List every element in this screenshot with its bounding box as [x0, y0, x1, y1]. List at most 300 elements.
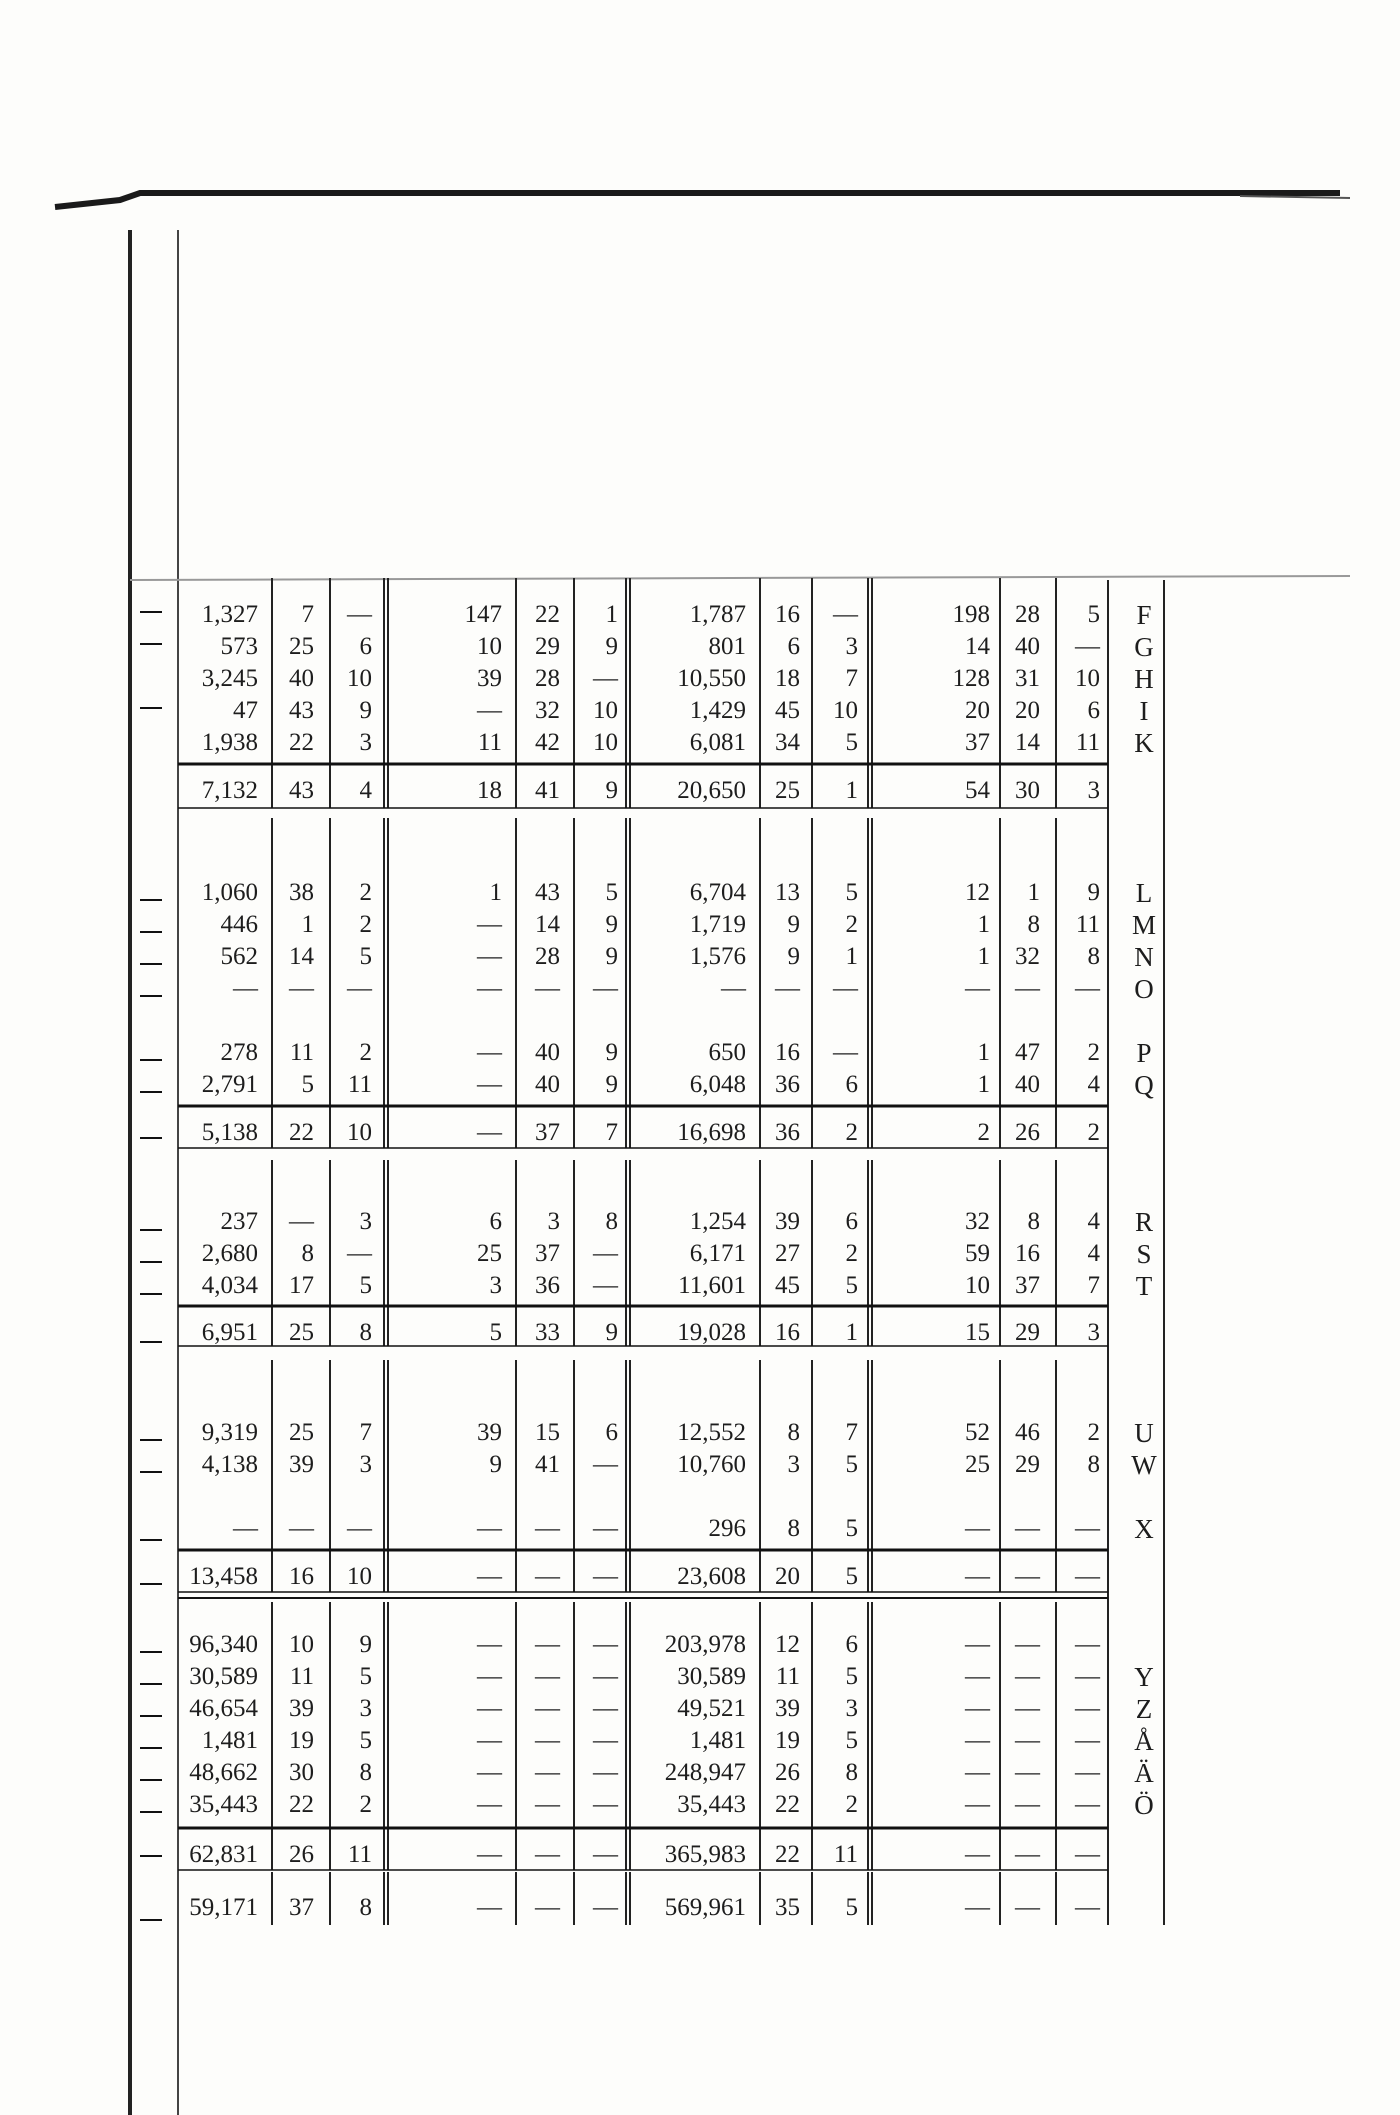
table-row-fk-cell: 7	[301, 601, 314, 628]
table-row-yo-cell: 12	[775, 1631, 800, 1658]
table-row-lq-cell: 43	[535, 879, 560, 906]
table-row-yo-cell: 11	[775, 1663, 800, 1690]
table-row-rt-cell: 25	[477, 1240, 502, 1267]
table-row-yo-cell: —	[535, 1759, 560, 1786]
table-row-ux-cell: —	[593, 1515, 618, 1542]
table-row-yo-cell: 9	[359, 1631, 372, 1658]
grand-total-row-cell: —	[477, 1894, 502, 1921]
row-letter-label: H	[1134, 664, 1154, 694]
table-row-yo-cell: —	[477, 1759, 502, 1786]
table-row-lq-cell: 11	[347, 1071, 372, 1098]
table-row-yo-cell: —	[593, 1759, 618, 1786]
grand-total-row-cell: —	[1075, 1894, 1100, 1921]
table-row-lq-cell: 446	[220, 911, 258, 938]
table-row-yo-cell: —	[1015, 1759, 1040, 1786]
row-letter-label: R	[1134, 1207, 1153, 1237]
table-row-yo-cell: 1,481	[689, 1727, 746, 1754]
subtotal-row-yo-cell: —	[593, 1841, 618, 1868]
row-letter-label: Y	[1134, 1662, 1154, 1692]
grand-total-row-cell: 35	[775, 1894, 800, 1921]
table-row-lq-cell: 1,060	[201, 879, 258, 906]
table-row-lq-cell: 650	[708, 1039, 746, 1066]
subtotal-row-ux-cell: —	[1075, 1563, 1100, 1590]
table-row-rt-cell: 6,171	[689, 1240, 746, 1267]
subtotal-row-ux-cell: —	[593, 1563, 618, 1590]
table-row-lq-cell: 2	[359, 911, 372, 938]
row-letter-label: F	[1136, 600, 1152, 630]
table-row-ux-cell: —	[347, 1515, 372, 1542]
table-row-yo-cell: 35,443	[189, 1791, 258, 1818]
table-row-lq-cell: —	[347, 975, 372, 1002]
subtotal-row-lq-cell: 10	[347, 1119, 372, 1146]
table-row-fk-cell: 31	[1015, 665, 1040, 692]
table-row-ux-cell: 52	[965, 1419, 990, 1446]
table-row-lq-cell: 40	[535, 1071, 560, 1098]
table-row-ux-cell: 9,319	[201, 1419, 258, 1446]
table-row-yo-cell: 3	[845, 1695, 858, 1722]
subtotal-row-ux-cell: 13,458	[189, 1563, 258, 1590]
table-row-yo-cell: 5	[845, 1727, 858, 1754]
table-row-lq-cell: 11	[289, 1039, 314, 1066]
subtotal-row-lq-cell: 7	[605, 1119, 618, 1146]
table-row-lq-cell: —	[833, 1039, 858, 1066]
subtotal-row-fk-cell: 43	[289, 777, 314, 804]
table-row-fk-cell: 1,429	[689, 697, 746, 724]
table-row-lq-cell: —	[233, 975, 258, 1002]
subtotal-row-lq-cell: 22	[289, 1119, 314, 1146]
table-row-ux-cell: —	[1015, 1515, 1040, 1542]
subtotal-row-lq-cell: 2	[977, 1119, 990, 1146]
table-row-yo-cell: —	[1075, 1695, 1100, 1722]
table-row-lq-cell: 562	[220, 943, 258, 970]
table-row-ux-cell: 8	[787, 1419, 800, 1446]
table-row-yo-cell: 19	[775, 1727, 800, 1754]
table-row-lq-cell: 9	[787, 943, 800, 970]
table-row-fk-cell: 40	[289, 665, 314, 692]
table-row-yo-cell: —	[965, 1791, 990, 1818]
subtotal-row-rt-cell: 8	[359, 1319, 372, 1346]
table-row-yo-cell: 35,443	[677, 1791, 746, 1818]
table-row-yo-cell: —	[477, 1631, 502, 1658]
table-row-yo-cell: 11	[289, 1663, 314, 1690]
table-row-ux-cell: —	[535, 1515, 560, 1542]
table-row-lq-cell: 9	[1087, 879, 1100, 906]
table-row-fk-cell: 10	[593, 697, 618, 724]
grand-total-row-cell: 8	[359, 1894, 372, 1921]
table-row-lq-cell: 36	[775, 1071, 800, 1098]
table-row-fk-cell: 6	[359, 633, 372, 660]
table-row-yo-cell: 10	[289, 1631, 314, 1658]
table-row-lq-cell: —	[477, 1039, 502, 1066]
table-row-lq-cell: 14	[535, 911, 560, 938]
table-row-lq-cell: 278	[220, 1039, 258, 1066]
table-row-lq-cell: —	[477, 911, 502, 938]
table-row-yo-cell: —	[535, 1727, 560, 1754]
table-row-fk-cell: 10	[1075, 665, 1100, 692]
table-row-ux-cell: 46	[1015, 1419, 1040, 1446]
table-row-rt-cell: —	[593, 1240, 618, 1267]
row-letter-label: P	[1136, 1038, 1152, 1068]
table-row-ux-cell: 7	[845, 1419, 858, 1446]
table-row-yo-cell: —	[477, 1663, 502, 1690]
table-row-fk-cell: 22	[289, 729, 314, 756]
subtotal-row-ux-cell: 16	[289, 1563, 314, 1590]
table-row-rt-cell: 36	[535, 1272, 560, 1299]
table-row-rt-cell: 8	[1027, 1208, 1040, 1235]
table-row-lq-cell: 47	[1015, 1039, 1040, 1066]
row-letter-label: L	[1135, 878, 1153, 908]
table-row-fk-cell: 3	[359, 729, 372, 756]
subtotal-row-yo-cell: —	[965, 1841, 990, 1868]
table-row-fk-cell: 10	[593, 729, 618, 756]
table-row-yo-cell: —	[535, 1791, 560, 1818]
subtotal-row-fk-cell: 18	[477, 777, 502, 804]
subtotal-row-yo-cell: 22	[775, 1841, 800, 1868]
subtotal-row-ux-cell: 20	[775, 1563, 800, 1590]
table-row-rt-cell: 8	[301, 1240, 314, 1267]
table-row-lq-cell: 5	[605, 879, 618, 906]
table-row-fk-cell: 1,787	[689, 601, 746, 628]
table-row-fk-cell: —	[477, 697, 502, 724]
subtotal-row-fk-cell: 7,132	[201, 777, 258, 804]
subtotal-row-lq-cell: —	[477, 1119, 502, 1146]
table-row-fk-cell: 32	[535, 697, 560, 724]
table-row-fk-cell: 14	[1015, 729, 1040, 756]
table-row-rt-cell: 237	[220, 1208, 258, 1235]
table-row-ux-cell: 8	[1087, 1451, 1100, 1478]
table-row-lq-cell: 6,048	[689, 1071, 746, 1098]
table-row-rt-cell: 10	[965, 1272, 990, 1299]
table-row-rt-cell: 8	[605, 1208, 618, 1235]
table-row-ux-cell: —	[965, 1515, 990, 1542]
table-row-fk-cell: 10	[833, 697, 858, 724]
table-row-rt-cell: 45	[775, 1272, 800, 1299]
subtotal-row-lq-cell: 16,698	[677, 1119, 746, 1146]
grand-total-row-cell: 5	[845, 1894, 858, 1921]
table-row-lq-cell: 1,576	[689, 943, 746, 970]
subtotal-row-fk-cell: 1	[845, 777, 858, 804]
table-row-yo-cell: 26	[775, 1759, 800, 1786]
table-row-fk-cell: —	[347, 601, 372, 628]
table-row-rt-cell: 1,254	[689, 1208, 746, 1235]
subtotal-row-fk-cell: 30	[1015, 777, 1040, 804]
table-row-lq-cell: 13	[775, 879, 800, 906]
table-row-yo-cell: 2	[845, 1791, 858, 1818]
table-row-ux-cell: 8	[787, 1515, 800, 1542]
table-row-ux-cell: —	[477, 1515, 502, 1542]
table-row-lq-cell: 11	[1075, 911, 1100, 938]
table-row-yo-cell: 248,947	[664, 1759, 746, 1786]
subtotal-row-rt-cell: 25	[289, 1319, 314, 1346]
subtotal-row-fk-cell: 4	[359, 777, 372, 804]
table-row-fk-cell: 45	[775, 697, 800, 724]
table-row-lq-cell: —	[593, 975, 618, 1002]
table-row-rt-cell: 17	[289, 1272, 314, 1299]
grand-total-row-cell: —	[593, 1894, 618, 1921]
grand-total-row-cell: 59,171	[189, 1894, 258, 1921]
table-row-ux-cell: 3	[787, 1451, 800, 1478]
table-row-lq-cell: 8	[1087, 943, 1100, 970]
table-row-yo-cell: —	[1075, 1791, 1100, 1818]
table-row-fk-cell: 10,550	[677, 665, 746, 692]
table-row-lq-cell: 1	[977, 1071, 990, 1098]
table-row-lq-cell: 2	[1087, 1039, 1100, 1066]
table-row-lq-cell: 1	[301, 911, 314, 938]
table-row-lq-cell: 6	[845, 1071, 858, 1098]
table-row-lq-cell: 2,791	[201, 1071, 258, 1098]
table-row-rt-cell: 32	[965, 1208, 990, 1235]
table-row-lq-cell: —	[833, 975, 858, 1002]
table-row-fk-cell: 29	[535, 633, 560, 660]
table-row-rt-cell: 4	[1087, 1208, 1100, 1235]
table-row-fk-cell: 6	[787, 633, 800, 660]
table-row-rt-cell: 37	[1015, 1272, 1040, 1299]
table-row-fk-cell: 6	[1087, 697, 1100, 724]
table-row-lq-cell: 2	[359, 1039, 372, 1066]
table-row-lq-cell: 32	[1015, 943, 1040, 970]
subtotal-row-fk-cell: 9	[605, 777, 618, 804]
table-row-ux-cell: 5	[845, 1451, 858, 1478]
table-row-lq-cell: —	[477, 943, 502, 970]
table-row-ux-cell: 9	[489, 1451, 502, 1478]
subtotal-row-yo-cell: —	[535, 1841, 560, 1868]
row-letter-label: U	[1134, 1418, 1154, 1448]
table-row-rt-cell: 39	[775, 1208, 800, 1235]
subtotal-row-rt-cell: 9	[605, 1319, 618, 1346]
table-row-ux-cell: 12,552	[677, 1419, 746, 1446]
subtotal-row-fk-cell: 20,650	[677, 777, 746, 804]
table-row-yo-cell: 30,589	[189, 1663, 258, 1690]
table-row-fk-cell: 42	[535, 729, 560, 756]
table-row-fk-cell: 39	[477, 665, 502, 692]
grand-total-row-cell: 37	[289, 1894, 314, 1921]
table-row-lq-cell: 2	[845, 911, 858, 938]
table-row-fk-cell: 22	[535, 601, 560, 628]
table-row-yo-cell: 22	[289, 1791, 314, 1818]
row-letter-label: Ä	[1134, 1758, 1154, 1788]
table-row-fk-cell: 10	[347, 665, 372, 692]
table-row-yo-cell: —	[1015, 1695, 1040, 1722]
table-row-fk-cell: 16	[775, 601, 800, 628]
subtotal-row-rt-cell: 19,028	[677, 1319, 746, 1346]
table-row-fk-cell: 11	[1075, 729, 1100, 756]
table-row-ux-cell: 2	[1087, 1419, 1100, 1446]
table-row-yo-cell: 96,340	[189, 1631, 258, 1658]
table-row-fk-cell: 801	[708, 633, 746, 660]
subtotal-row-rt-cell: 33	[535, 1319, 560, 1346]
table-row-lq-cell: 1	[489, 879, 502, 906]
table-row-lq-cell: —	[477, 1071, 502, 1098]
subtotal-row-ux-cell: —	[477, 1563, 502, 1590]
table-row-ux-cell: —	[1075, 1515, 1100, 1542]
table-row-lq-cell: 1	[845, 943, 858, 970]
table-row-rt-cell: 5	[845, 1272, 858, 1299]
table-row-yo-cell: 39	[289, 1695, 314, 1722]
table-row-fk-cell: 7	[845, 665, 858, 692]
table-row-lq-cell: —	[1015, 975, 1040, 1002]
table-row-lq-cell: —	[721, 975, 746, 1002]
table-row-fk-cell: 6,081	[689, 729, 746, 756]
subtotal-row-lq-cell: 2	[845, 1119, 858, 1146]
table-row-yo-cell: 19	[289, 1727, 314, 1754]
row-letter-label: Å	[1134, 1726, 1154, 1756]
table-row-yo-cell: 8	[359, 1759, 372, 1786]
row-letter-label: X	[1134, 1514, 1154, 1544]
table-row-fk-cell: 20	[1015, 697, 1040, 724]
row-letter-label: O	[1134, 974, 1154, 1004]
subtotal-row-ux-cell: 10	[347, 1563, 372, 1590]
table-row-yo-cell: —	[593, 1727, 618, 1754]
table-row-yo-cell: 30,589	[677, 1663, 746, 1690]
row-letter-label: G	[1134, 632, 1154, 662]
table-row-rt-cell: 2,680	[201, 1240, 258, 1267]
table-row-fk-cell: 28	[1015, 601, 1040, 628]
table-row-yo-cell: —	[593, 1791, 618, 1818]
table-row-yo-cell: 30	[289, 1759, 314, 1786]
table-row-lq-cell: 28	[535, 943, 560, 970]
table-row-rt-cell: —	[289, 1208, 314, 1235]
subtotal-row-ux-cell: —	[535, 1563, 560, 1590]
table-row-fk-cell: 9	[359, 697, 372, 724]
subtotal-row-fk-cell: 41	[535, 777, 560, 804]
table-row-yo-cell: —	[965, 1727, 990, 1754]
table-row-lq-cell: 9	[605, 1071, 618, 1098]
table-row-fk-cell: 25	[289, 633, 314, 660]
subtotal-row-fk-cell: 54	[965, 777, 990, 804]
table-row-ux-cell: 296	[708, 1515, 746, 1542]
subtotal-row-yo-cell: 11	[347, 1841, 372, 1868]
table-row-lq-cell: 5	[359, 943, 372, 970]
subtotal-row-rt-cell: 5	[489, 1319, 502, 1346]
table-row-lq-cell: 9	[605, 1039, 618, 1066]
subtotal-row-ux-cell: 23,608	[677, 1563, 746, 1590]
table-row-lq-cell: 6,704	[689, 879, 746, 906]
table-row-lq-cell: 1	[977, 1039, 990, 1066]
table-row-yo-cell: —	[965, 1631, 990, 1658]
row-letter-label: I	[1139, 696, 1149, 726]
table-row-fk-cell: 5	[1087, 601, 1100, 628]
table-row-fk-cell: 9	[605, 633, 618, 660]
subtotal-row-yo-cell: 26	[289, 1841, 314, 1868]
row-letter-label: W	[1131, 1450, 1157, 1480]
subtotal-row-ux-cell: 5	[845, 1563, 858, 1590]
table-row-yo-cell: 8	[845, 1759, 858, 1786]
table-row-yo-cell: —	[535, 1663, 560, 1690]
table-row-ux-cell: 6	[605, 1419, 618, 1446]
subtotal-row-yo-cell: 365,983	[664, 1841, 746, 1868]
table-row-ux-cell: 25	[965, 1451, 990, 1478]
table-row-rt-cell: 37	[535, 1240, 560, 1267]
table-row-ux-cell: —	[233, 1515, 258, 1542]
table-row-rt-cell: —	[593, 1272, 618, 1299]
table-row-fk-cell: 198	[952, 601, 990, 628]
table-row-yo-cell: —	[477, 1791, 502, 1818]
row-letter-label: Ö	[1134, 1790, 1154, 1820]
table-row-rt-cell: 4,034	[201, 1272, 258, 1299]
table-row-ux-cell: 5	[845, 1515, 858, 1542]
table-row-rt-cell: 5	[359, 1272, 372, 1299]
table-row-fk-cell: —	[593, 665, 618, 692]
table-row-lq-cell: 5	[845, 879, 858, 906]
table-row-yo-cell: 49,521	[677, 1695, 746, 1722]
table-row-ux-cell: 10,760	[677, 1451, 746, 1478]
subtotal-row-fk-cell: 3	[1087, 777, 1100, 804]
subtotal-row-yo-cell: —	[477, 1841, 502, 1868]
table-row-lq-cell: 9	[787, 911, 800, 938]
table-row-ux-cell: 41	[535, 1451, 560, 1478]
table-row-ux-cell: 4,138	[201, 1451, 258, 1478]
table-row-lq-cell: 5	[301, 1071, 314, 1098]
subtotal-row-rt-cell: 6,951	[201, 1319, 258, 1346]
table-row-ux-cell: 7	[359, 1419, 372, 1446]
table-row-rt-cell: —	[347, 1240, 372, 1267]
table-row-fk-cell: 3,245	[201, 665, 258, 692]
subtotal-row-ux-cell: —	[1015, 1563, 1040, 1590]
table-row-fk-cell: 1	[605, 601, 618, 628]
table-row-yo-cell: —	[593, 1631, 618, 1658]
table-row-lq-cell: —	[289, 975, 314, 1002]
subtotal-row-yo-cell: 11	[833, 1841, 858, 1868]
table-row-lq-cell: 9	[605, 911, 618, 938]
row-letter-label: Z	[1135, 1694, 1153, 1724]
table-row-yo-cell: 6	[845, 1631, 858, 1658]
subtotal-row-lq-cell: 2	[1087, 1119, 1100, 1146]
table-row-yo-cell: —	[535, 1631, 560, 1658]
table-row-yo-cell: —	[965, 1663, 990, 1690]
table-row-fk-cell: 5	[845, 729, 858, 756]
table-row-fk-cell: 573	[220, 633, 258, 660]
table-row-yo-cell: —	[1075, 1663, 1100, 1690]
table-row-lq-cell: —	[965, 975, 990, 1002]
table-row-lq-cell: 1	[977, 943, 990, 970]
table-row-yo-cell: —	[1015, 1727, 1040, 1754]
subtotal-row-yo-cell: —	[1075, 1841, 1100, 1868]
table-row-lq-cell: —	[775, 975, 800, 1002]
table-row-fk-cell: 28	[535, 665, 560, 692]
grand-total-row-cell: —	[535, 1894, 560, 1921]
row-letter-label: S	[1136, 1239, 1152, 1269]
table-row-yo-cell: 39	[775, 1695, 800, 1722]
subtotal-row-rt-cell: 16	[775, 1319, 800, 1346]
table-row-yo-cell: 203,978	[664, 1631, 746, 1658]
row-letter-label: K	[1134, 728, 1154, 758]
row-letter-label: N	[1134, 942, 1154, 972]
table-row-yo-cell: —	[1015, 1791, 1040, 1818]
table-row-rt-cell: 27	[775, 1240, 800, 1267]
table-row-yo-cell: 2	[359, 1791, 372, 1818]
subtotal-row-rt-cell: 29	[1015, 1319, 1040, 1346]
table-row-fk-cell: 128	[952, 665, 990, 692]
subtotal-row-lq-cell: 37	[535, 1119, 560, 1146]
table-row-lq-cell: 9	[605, 943, 618, 970]
table-row-lq-cell: 40	[535, 1039, 560, 1066]
subtotal-row-rt-cell: 3	[1087, 1319, 1100, 1346]
table-row-rt-cell: 3	[547, 1208, 560, 1235]
table-row-rt-cell: 6	[489, 1208, 502, 1235]
table-row-fk-cell: 10	[477, 633, 502, 660]
table-row-fk-cell: 1,327	[201, 601, 258, 628]
subtotal-row-fk-cell: 25	[775, 777, 800, 804]
table-row-fk-cell: 18	[775, 665, 800, 692]
grand-total-row-cell: 569,961	[664, 1894, 746, 1921]
table-row-fk-cell: 47	[233, 697, 258, 724]
table-row-lq-cell: 16	[775, 1039, 800, 1066]
table-row-lq-cell: 38	[289, 879, 314, 906]
table-row-yo-cell: —	[477, 1695, 502, 1722]
grand-total-row-cell: —	[1015, 1894, 1040, 1921]
table-row-rt-cell: 7	[1087, 1272, 1100, 1299]
table-row-yo-cell: —	[1075, 1759, 1100, 1786]
